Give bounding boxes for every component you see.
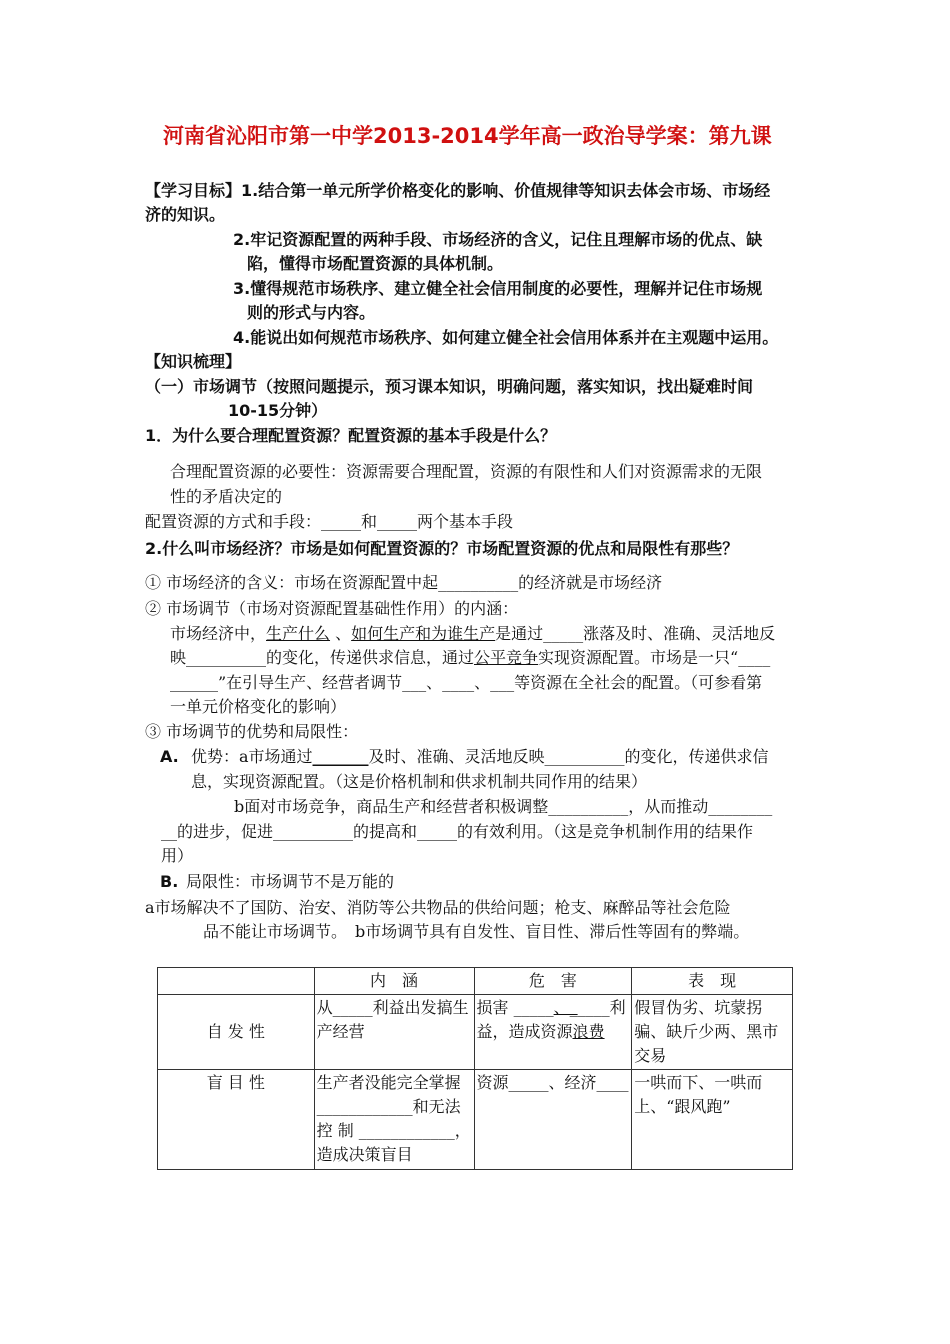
objective-2: 2.牢记资源配置的两种手段、市场经济的含义，记住且理解市场的优点、缺: [233, 230, 763, 249]
point-2: ② 市场调节（市场对资源配置基础性作用）的内涵：: [145, 599, 519, 618]
waste: 浪费: [572, 1022, 605, 1041]
text: 及时、准确、灵活地反映__________的变化，传递供求信: [368, 747, 769, 766]
text: 损害 _____: [476, 998, 554, 1017]
point-2-line-2: [170, 646, 770, 670]
part-b-label: B.: [160, 872, 179, 891]
point-3: ③ 市场调节的优势和局限性：: [145, 722, 359, 741]
advantage-b-cont: __的进步，促进__________的提高和_____的有效利用。（这是竞争机制作用的结果作: [161, 822, 754, 841]
objective-3-cont: 则的形式与内容。: [247, 303, 376, 322]
header-cell: [158, 968, 315, 995]
objective-1: 【学习目标】1.结合第一单元所学价格变化的影响、价值规律等知识去体会市场、市场经: [145, 181, 771, 200]
objective-2-cont: 陷，懂得市场配置资源的具体机制。: [247, 254, 504, 273]
text: 映__________的变化，传递供求信息，通过: [170, 648, 475, 667]
what-to-produce: 生产什么: [266, 624, 331, 643]
point-2-line-3: ______”在引导生产、经营者调节___、____、___等资源在全社会的配置。（可参看第: [170, 673, 763, 692]
section-1-heading: （一）市场调节（按照问题提示，预习课本知识，明确问题，落实知识，找出疑难时间: [145, 377, 754, 396]
question-1: 1．为什么要合理配置资源？配置资源的基本手段是什么？: [145, 426, 557, 445]
part-a-label: A.: [160, 747, 179, 766]
table-row: [158, 1070, 793, 1170]
text: 、: [330, 624, 352, 643]
header-cell: 表 现: [632, 968, 793, 995]
table-cell: 从_____利益出发搞生产经营: [314, 995, 474, 1070]
table-row: [158, 995, 793, 1070]
text: 市场经济中，: [170, 624, 267, 643]
table-cell: [474, 995, 632, 1070]
q1-answer-means: 配置资源的方式和手段：_____和_____两个基本手段: [145, 512, 514, 531]
question-2: 2.什么叫市场经济？市场是如何配置资源的？市场配置资源的优点和局限性有那些？: [145, 539, 739, 558]
text: 优势：a市场通过: [191, 747, 313, 766]
text: 、_: [553, 998, 578, 1017]
advantage-b: b面对市场竞争，商品生产和经营者积极调整__________，从而推动________: [234, 797, 773, 816]
objective-3: 3.懂得规范市场秩序、建立健全社会信用制度的必要性，理解并记住市场规: [233, 279, 763, 298]
advantage-a: [191, 745, 769, 769]
fair-competition: 公平竞争: [474, 648, 539, 667]
advantage-a-cont: 息，实现资源配置。（这是价格机制和供求机制共同作用的结果）: [191, 772, 648, 791]
section-1-heading-cont: 10-15分钟）: [228, 401, 328, 420]
advantage-b-cont-2: 用）: [161, 846, 194, 865]
blank: _______: [312, 747, 369, 766]
how-and-for-whom: 如何生产和为谁生产: [351, 624, 496, 643]
objective-4: 4.能说出如何规范市场秩序、如何建立健全社会信用体系并在主观题中运用。: [233, 328, 779, 347]
header-cell: 内 涵: [314, 968, 474, 995]
limitation: 局限性：市场调节不是万能的: [186, 872, 395, 891]
market-defects-table: [157, 967, 793, 1170]
row-label: 自 发 性: [158, 995, 315, 1070]
q1-answer-necessity: 合理配置资源的必要性：资源需要合理配置，资源的有限性和人们对资源需求的无限: [170, 462, 763, 481]
point-2-line-1: [170, 622, 775, 646]
row-label: 盲 目 性: [158, 1070, 315, 1170]
table-cell: 一哄而下、一哄而上、“跟风跑”: [632, 1070, 793, 1170]
text: 实现资源配置。市场是一只“____: [538, 648, 771, 667]
header-cell: 危 害: [474, 968, 632, 995]
limitation-a-cont: 品不能让市场调节。 b市场调节具有自发性、盲目性、滞后性等固有的弊端。: [203, 922, 750, 941]
text: ____利益，造成资源: [476, 998, 626, 1041]
table-cell: 假冒伪劣、坑蒙拐骗、缺斤少两、黑市交易: [632, 995, 793, 1070]
point-2-line-4: 一单元价格变化的影响）: [170, 697, 347, 716]
page-title: 河南省沁阳市第一中学2013-2014学年高一政治导学案：第九课: [163, 124, 772, 148]
objective-1-cont: 济的知识。: [145, 205, 226, 224]
point-1: ① 市场经济的含义：市场在资源配置中起__________的经济就是市场经济: [145, 573, 663, 592]
table-cell: 生产者没能完全掌握____________和无法控 制 ____________，造成决策盲目: [314, 1070, 474, 1170]
limitation-a: a市场解决不了国防、治安、消防等公共物品的供给问题；枪支、麻醉品等社会危险: [145, 898, 731, 917]
table-cell: 资源_____、经济____: [474, 1070, 632, 1170]
text: 是通过_____涨落及时、准确、灵活地反: [495, 624, 776, 643]
q1-answer-necessity-cont: 性的矛盾决定的: [170, 487, 283, 506]
knowledge-heading: 【知识梳理】: [145, 352, 242, 371]
table-header-row: [158, 968, 793, 995]
